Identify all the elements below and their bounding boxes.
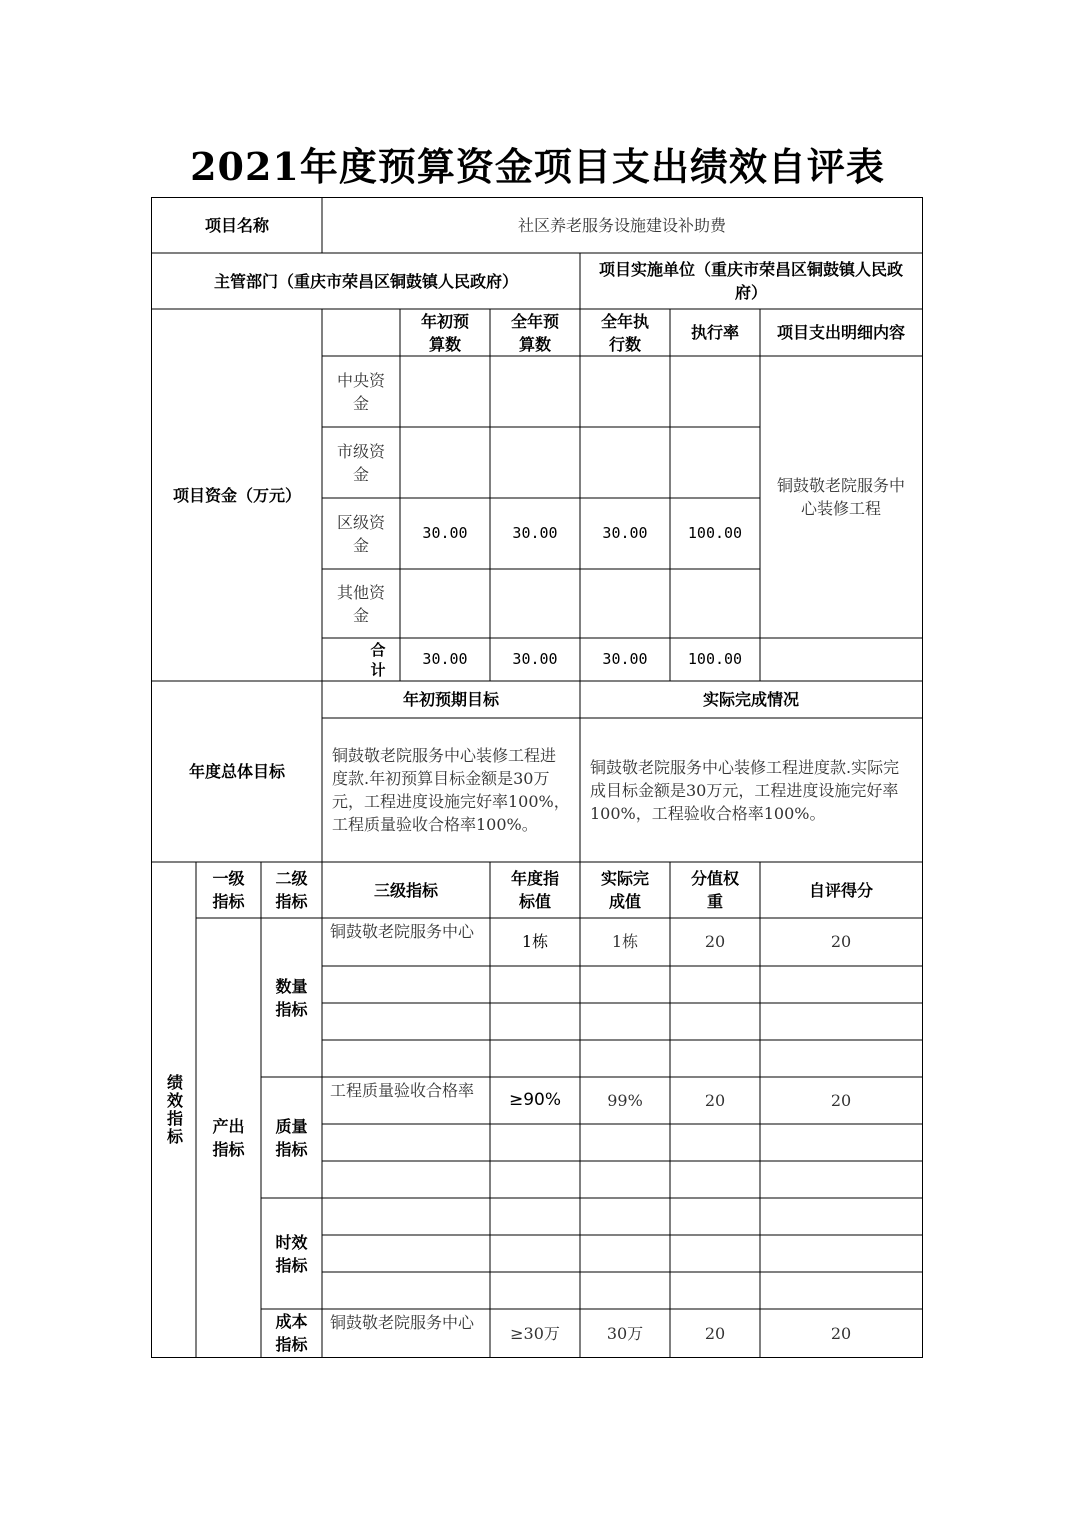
perf-row-quantity-indicator: 铜鼓敬老院服务中心 xyxy=(330,922,475,941)
fund-total-name: 合计 xyxy=(370,640,386,679)
funds-detail-content: 铜鼓敬老院服务中心装修工程 xyxy=(776,476,905,518)
performance-indicators-text: 绩效指标 xyxy=(164,1073,184,1146)
fund-total-initial: 30.00 xyxy=(422,650,468,668)
perf-header-target: 年度指标值 xyxy=(510,869,559,911)
annual-goals-label: 年度总体目标 xyxy=(188,762,285,781)
perf-header-actual: 实际完成值 xyxy=(600,869,649,911)
perf-row-quality-weight: 20 xyxy=(704,1091,726,1110)
perf-row-cost-indicator: 铜鼓敬老院服务中心 xyxy=(330,1313,475,1332)
funds-header-annual-budget: 全年预算数 xyxy=(510,311,559,354)
fund-row-central-name: 中央资金 xyxy=(336,370,385,413)
perf-row-quality-score: 20 xyxy=(830,1091,852,1110)
perf-row-cost-actual: 30万 xyxy=(606,1323,644,1343)
fund-total-annual: 30.00 xyxy=(512,650,558,668)
perf-header-weight: 分值权重 xyxy=(690,869,739,911)
planned-goals-text: 铜鼓敬老院服务中心装修工程进度款.年初预算目标金额是30万元，工程进度设施完好率100%，工程质量验收合格率100%。 xyxy=(332,746,570,834)
perf-row-cost-target: ≥30万 xyxy=(510,1323,560,1343)
funds-header-initial-budget: 年初预算数 xyxy=(420,311,469,354)
perf-header-level1: 一级指标 xyxy=(212,869,245,911)
implementing-unit: 项目实施单位（重庆市荣昌区铜鼓镇人民政府） xyxy=(598,260,903,302)
fund-district-rate: 100.00 xyxy=(687,524,743,542)
fund-district-initial: 30.00 xyxy=(422,524,468,542)
fund-row-district-name: 区级资金 xyxy=(336,512,385,555)
group-cost-indicators: 成本指标 xyxy=(275,1312,308,1354)
planned-goals-header: 年初预期目标 xyxy=(402,690,499,709)
perf-row-quality-actual: 99% xyxy=(607,1091,643,1110)
level1-output-indicators: 产出指标 xyxy=(212,1116,245,1159)
fund-total-executed: 30.00 xyxy=(602,650,648,668)
perf-row-quality-indicator: 工程质量验收合格率 xyxy=(330,1081,475,1100)
perf-header-level3: 三级指标 xyxy=(373,880,438,900)
group-quantity-indicators: 数量指标 xyxy=(275,976,308,1019)
fund-district-annual: 30.00 xyxy=(512,524,558,542)
fund-district-executed: 30.00 xyxy=(602,524,648,542)
funds-label: 项目资金（万元） xyxy=(172,485,301,505)
perf-row-cost-score: 20 xyxy=(830,1323,852,1343)
perf-header-level2: 二级指标 xyxy=(275,869,308,911)
actual-results-text: 铜鼓敬老院服务中心装修工程进度款.实际完成目标金额是30万元，工程进度设施完好率100%，工程验收合格率100%。 xyxy=(590,757,900,823)
perf-row-quality-target: ≥90% xyxy=(508,1090,562,1110)
actual-results-header: 实际完成情况 xyxy=(702,690,799,709)
funds-header-execution-rate: 执行率 xyxy=(690,323,739,342)
project-name-label: 项目名称 xyxy=(204,216,269,235)
perf-row-quantity-weight: 20 xyxy=(704,932,726,951)
perf-row-quantity-target: 1栋 xyxy=(521,932,549,951)
funds-header-detail: 项目支出明细内容 xyxy=(776,323,905,342)
group-quality-indicators: 质量指标 xyxy=(275,1116,308,1159)
supervising-dept: 主管部门（重庆市荣昌区铜鼓镇人民政府） xyxy=(213,271,518,291)
page-title: 2021年度预算资金项目支出绩效自评表 xyxy=(190,144,885,189)
fund-row-municipal-name: 市级资金 xyxy=(336,441,385,484)
funds-header-annual-executed: 全年执行数 xyxy=(600,311,649,354)
perf-row-quantity-score: 20 xyxy=(830,932,852,951)
fund-row-other-name: 其他资金 xyxy=(336,582,385,625)
perf-row-cost-weight: 20 xyxy=(704,1323,726,1343)
fund-total-rate: 100.00 xyxy=(687,650,743,668)
group-timeliness-indicators: 时效指标 xyxy=(275,1232,308,1275)
project-name-value: 社区养老服务设施建设补助费 xyxy=(517,216,726,235)
perf-header-score: 自评得分 xyxy=(808,880,873,900)
performance-indicators-label xyxy=(152,862,196,1357)
perf-row-quantity-actual: 1栋 xyxy=(611,932,639,951)
